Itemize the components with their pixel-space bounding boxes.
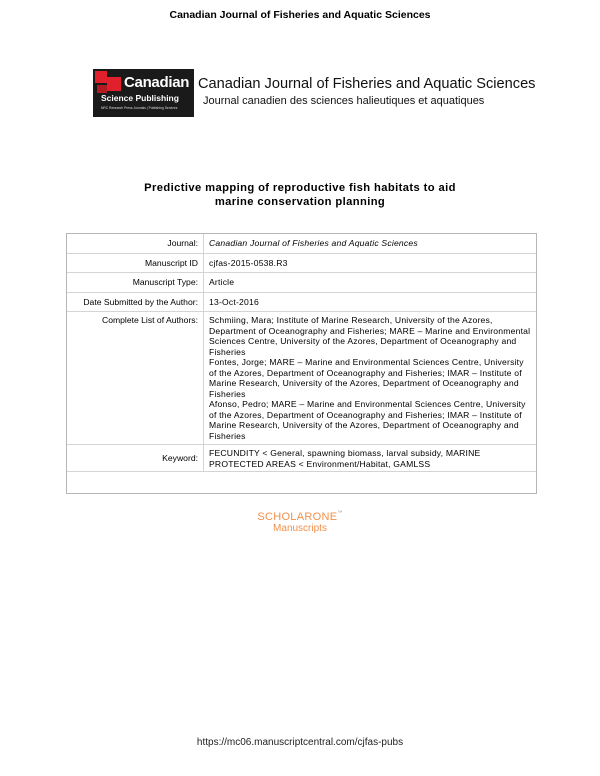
logo-text-science-publishing: Science Publishing bbox=[101, 93, 179, 103]
logo-text-canadian: Canadian bbox=[124, 74, 190, 91]
author-entry: Fontes, Jorge; MARE – Marine and Environmental Sciences Centre, University of the Azores, Department of Oceanography and Fisheries; IMAR – Institute of Marine Research, University of the Azores, Department of Oceanography and Fisheries bbox=[209, 357, 524, 399]
title-line-2: marine conservation planning bbox=[214, 196, 386, 208]
manuscript-title bbox=[100, 181, 500, 209]
footer-url[interactable]: https://mc06.manuscriptcentral.com/cjfas-pubs bbox=[196, 737, 404, 748]
author-entry: Afonso, Pedro; MARE – Marine and Environmental Sciences Centre, University of the Azores, Department of Oceanography and Fisheries; IMAR – Institute of Marine Research, University of the Azores, Department of Oceanography and Fisheries bbox=[209, 399, 526, 441]
journal-name-english: Canadian Journal of Fisheries and Aquatic Sciences bbox=[198, 76, 536, 92]
table-row-empty bbox=[67, 472, 536, 493]
publisher-logo bbox=[93, 69, 194, 117]
table-row-journal bbox=[67, 234, 536, 254]
table-row-keyword bbox=[67, 445, 536, 472]
title-line-1: Predictive mapping of reproductive fish habitats to aid bbox=[144, 182, 456, 194]
authors-value bbox=[204, 312, 536, 444]
manuscript-type-value: Article bbox=[209, 277, 235, 287]
running-header: Canadian Journal of Fisheries and Aquatic Sciences bbox=[169, 9, 431, 21]
table-row-date-submitted bbox=[67, 293, 536, 313]
scholarone-brand: SCHOLARONE bbox=[257, 511, 338, 523]
manuscript-id-label: Manuscript ID bbox=[67, 254, 204, 273]
table-row-manuscript-id bbox=[67, 254, 536, 274]
trademark-symbol: ™ bbox=[337, 510, 343, 516]
date-submitted-label: Date Submitted by the Author: bbox=[67, 293, 204, 312]
table-row-authors bbox=[67, 312, 536, 445]
logo-tagline: NRC Research Press Journals | Publishing Services bbox=[101, 106, 178, 110]
author-entry: Schmiing, Mara; Institute of Marine Research, University of the Azores, Department of Oceanography and Fisheries; MARE – Marine and Environmental Sciences Centre, University of the Azores, Department of Oceanography and Fisheries bbox=[209, 315, 531, 357]
scholarone-manuscripts: Manuscripts bbox=[273, 523, 327, 534]
table-row-manuscript-type bbox=[67, 273, 536, 293]
keyword-value: FECUNDITY < General, spawning biomass, larval subsidy, MARINE PROTECTED AREAS < Environment/Habitat, GAMLSS bbox=[209, 448, 481, 469]
authors-label: Complete List of Authors: bbox=[67, 312, 204, 444]
manuscript-type-label: Manuscript Type: bbox=[67, 273, 204, 292]
manuscript-id-value: cjfas-2015-0538.R3 bbox=[209, 257, 288, 268]
keyword-label: Keyword: bbox=[67, 445, 204, 471]
manuscript-metadata-table bbox=[66, 233, 537, 494]
scholarone-logo bbox=[0, 511, 600, 523]
journal-value: Canadian Journal of Fisheries and Aquatic Sciences bbox=[209, 238, 418, 248]
journal-name-french: Journal canadien des sciences halieutiques et aquatiques bbox=[203, 95, 485, 107]
journal-label: Journal: bbox=[67, 234, 204, 253]
date-submitted-value: 13-Oct-2016 bbox=[209, 296, 259, 307]
